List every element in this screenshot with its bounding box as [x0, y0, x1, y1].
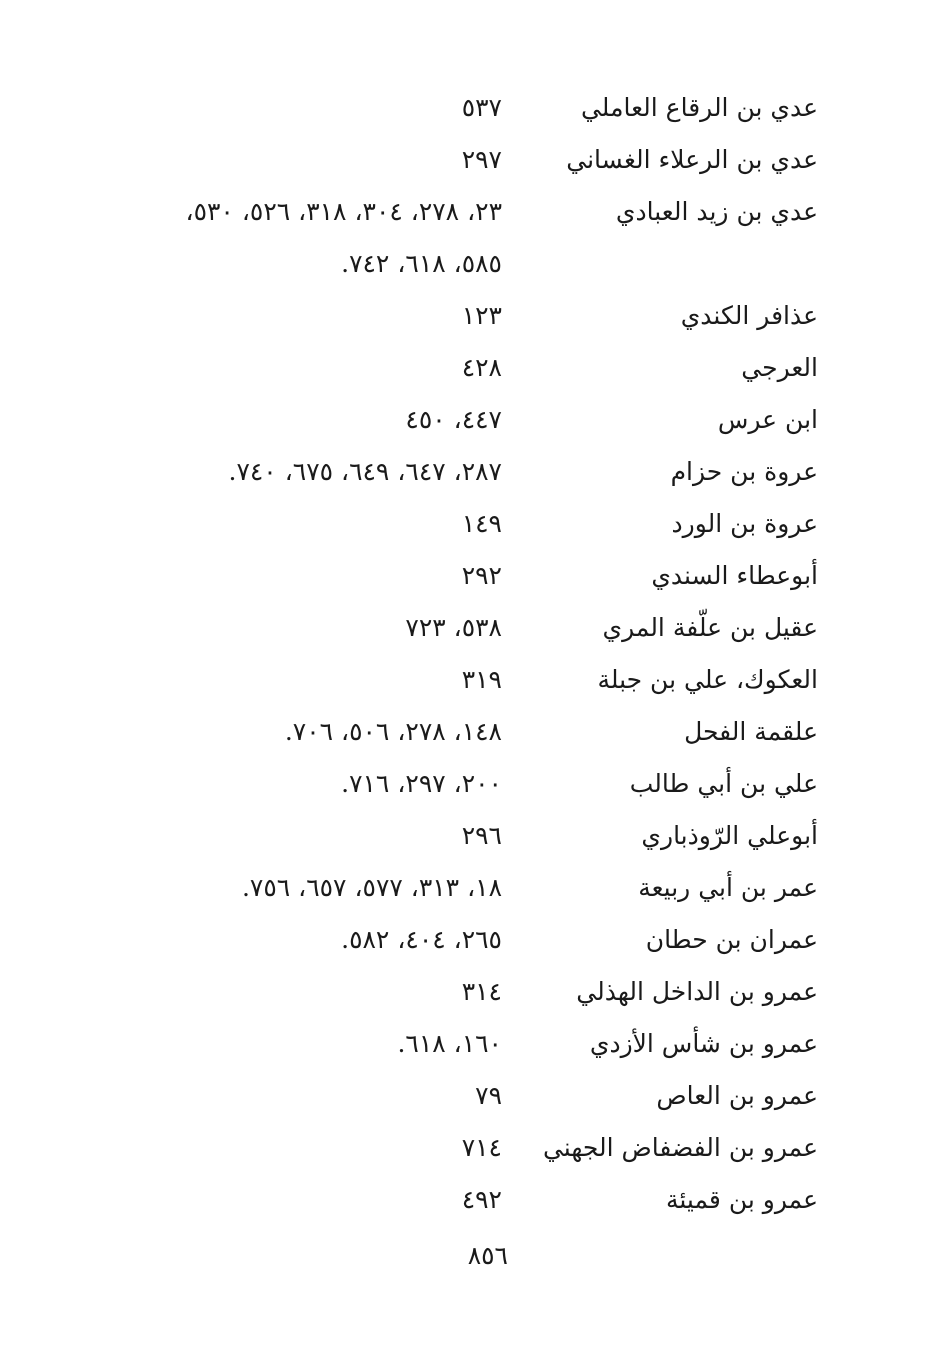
entry-name: عروة بن حزام [670, 457, 818, 486]
index-entry [0, 550, 944, 602]
entry-pages: ٢٠٠، ٢٩٧، ٧١٦. [341, 769, 502, 798]
index-entry [0, 290, 944, 342]
entry-name: عمرو بن الداخل الهذلي [576, 977, 818, 1006]
entry-name: أبوعلي الرّوذباري [641, 821, 818, 850]
index-entry [0, 1070, 944, 1122]
entry-pages: ٣١٤ [461, 977, 502, 1006]
index-entry [0, 914, 944, 966]
entry-name: أبوعطاء السندي [651, 561, 818, 590]
entry-pages: ٢٩٦ [461, 821, 502, 850]
index-entry [0, 862, 944, 914]
entry-pages: ٢٦٥، ٤٠٤، ٥٨٢. [341, 925, 502, 954]
entry-name: العرجي [741, 353, 818, 382]
index-entry [0, 342, 944, 394]
entry-name: عدي بن الرعلاء الغساني [566, 145, 818, 174]
entry-pages: ٧١٤ [461, 1133, 502, 1162]
entry-name: عذافر الكندي [680, 301, 818, 330]
entry-name: علي بن أبي طالب [629, 769, 818, 798]
entry-pages: ١٨، ٣١٣، ٥٧٧، ٦٥٧، ٧٥٦. [241, 873, 502, 902]
entry-pages: ١٤٩ [461, 509, 502, 538]
index-entry [0, 758, 944, 810]
entry-pages: ١٦٠، ٦١٨. [397, 1029, 502, 1058]
entry-pages: ٥٨٥، ٦١٨، ٧٤٢. [341, 249, 502, 278]
index-entry [0, 238, 944, 290]
index-entries [0, 82, 944, 1226]
entry-name: عمرو بن شأس الأزدي [589, 1029, 818, 1058]
entry-name: عقيل بن علّفة المري [602, 613, 818, 642]
index-entry [0, 1174, 944, 1226]
entry-pages: ٧٩ [475, 1081, 502, 1110]
entry-name: عمرو بن العاص [656, 1081, 818, 1110]
entry-pages: ٢٣، ٢٧٨، ٣٠٤، ٣١٨، ٥٢٦، ٥٣٠، [185, 197, 502, 226]
index-entry [0, 394, 944, 446]
index-entry [0, 1018, 944, 1070]
index-entry [0, 966, 944, 1018]
index-entry [0, 186, 944, 238]
index-entry [0, 134, 944, 186]
entry-pages: ١٢٣ [461, 301, 502, 330]
entry-pages: ٢٨٧، ٦٤٧، ٦٤٩، ٦٧٥، ٧٤٠. [228, 457, 502, 486]
index-entry [0, 498, 944, 550]
entry-pages: ٥٣٧ [461, 93, 502, 122]
entry-pages: ١٤٨، ٢٧٨، ٥٠٦، ٧٠٦. [284, 717, 502, 746]
entry-name: عدي بن زيد العبادي [615, 197, 818, 226]
entry-name: ابن عرس [717, 405, 818, 434]
entry-name: العكوك، علي بن جبلة [597, 665, 818, 694]
index-entry [0, 1122, 944, 1174]
page-number-text: ٨٥٦ [467, 1241, 508, 1270]
index-entry [0, 654, 944, 706]
entry-name: عمر بن أبي ربيعة [638, 873, 818, 902]
index-entry [0, 82, 944, 134]
entry-pages: ٤٢٨ [461, 353, 502, 382]
index-entry [0, 810, 944, 862]
entry-pages: ٢٩٧ [461, 145, 502, 174]
entry-pages: ٢٩٢ [461, 561, 502, 590]
entry-name: عروة بن الورد [671, 509, 818, 538]
index-entry [0, 602, 944, 654]
entry-name: عدي بن الرقاع العاملي [580, 93, 818, 122]
entry-name: عمران بن حطان [645, 925, 818, 954]
index-entry [0, 446, 944, 498]
index-entry [0, 706, 944, 758]
entry-pages: ٤٤٧، ٤٥٠ [405, 405, 502, 434]
entry-name: عمرو بن الفضفاض الجهني [542, 1133, 818, 1162]
entry-pages: ٤٩٢ [461, 1185, 502, 1214]
entry-name: علقمة الفحل [684, 717, 818, 746]
entry-pages: ٣١٩ [461, 665, 502, 694]
entry-name: عمرو بن قميئة [665, 1185, 818, 1214]
entry-pages: ٥٣٨، ٧٢٣ [405, 613, 502, 642]
